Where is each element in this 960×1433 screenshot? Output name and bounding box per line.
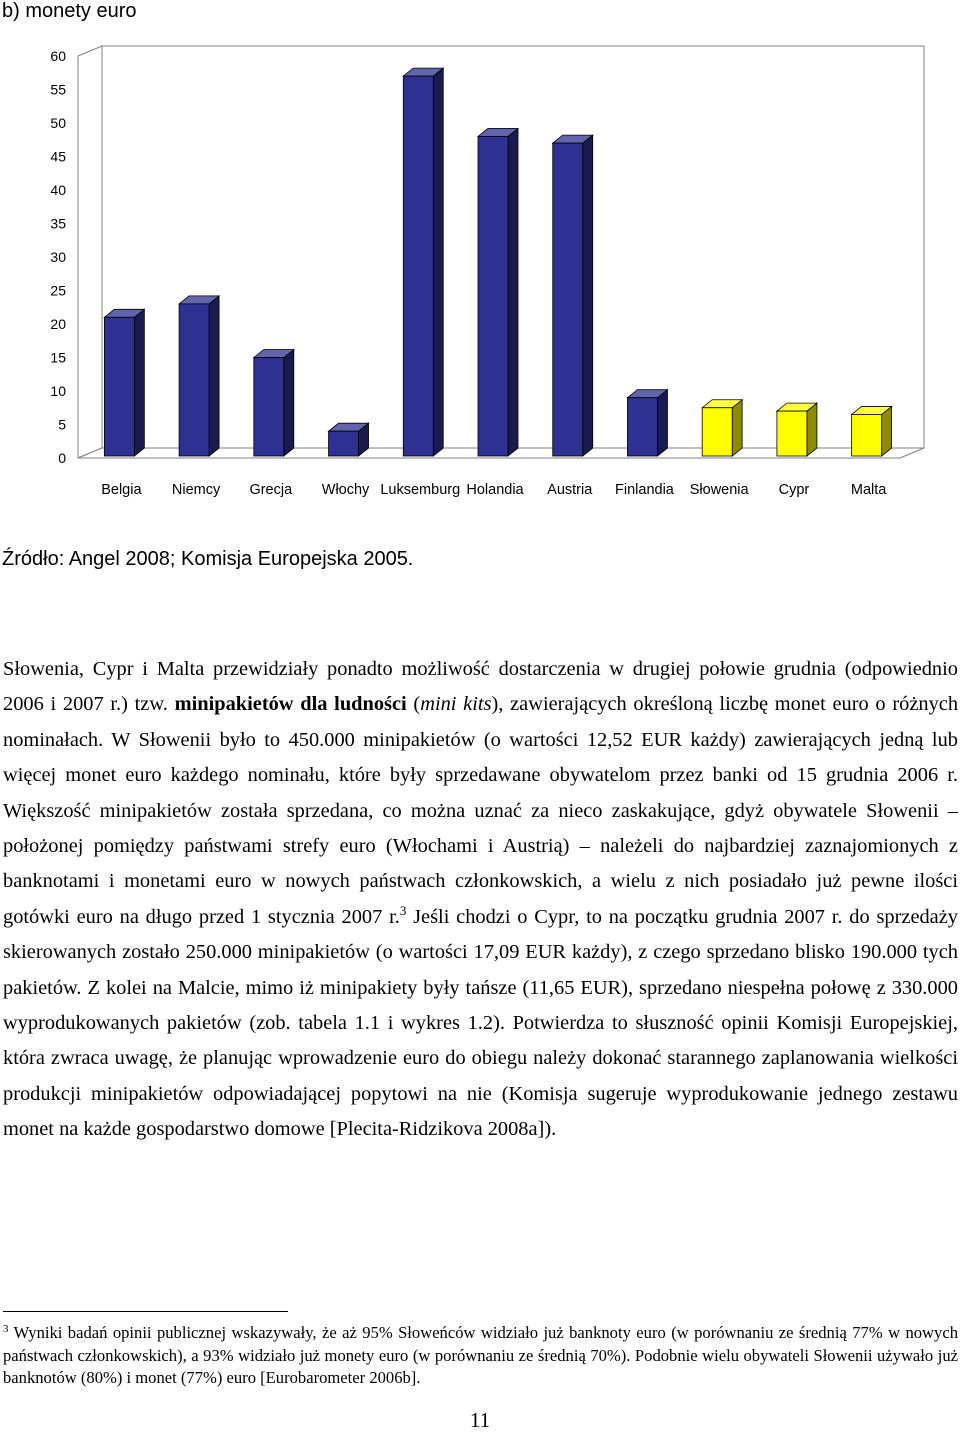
body-text-run: Jeśli chodzi o Cypr, to na początku grudnia 2007 r. do sprzedaży skierowanych zostało 250.000 minipakietów (o wartości 17,09 EUR każdy), z czego sprzedano blisko 190.000 tych pakietów. Z kolei na Malcie, mimo iż minipakiety były tańsze (11,65 EUR), sprzedano niespełna połowę z 330.000 wyprodukowanych pakietów (zob. tabela 1.1 i wykres 1.2). Potwierdza to słuszność opinii Komisji Europejskiej, która zwraca uwagę, że planując wprowadzenie euro do obiegu należy dokonać starannego zaplanowania wielkości produkcji minipakietów odpowiadającej popytowi na nie (Komisja sugeruje wyprodukowanie jednego zestawu monet na każde gospodarstwo domowe [Plecita-Ridzikova 2008a]). — [3, 905, 958, 1141]
bar — [329, 423, 369, 456]
bar-front — [478, 136, 508, 456]
page-number: 11 — [469, 1408, 491, 1432]
bar-front — [553, 143, 583, 456]
y-tick-label: 20 — [50, 316, 66, 332]
y-tick-label: 60 — [50, 48, 66, 64]
y-tick-label: 35 — [50, 215, 66, 232]
x-tick-label: Słowenia — [689, 482, 749, 498]
footnote-reference: 3 — [399, 902, 407, 918]
body-paragraph — [3, 652, 958, 1148]
y-tick-label: 40 — [50, 182, 66, 198]
y-tick-label: 15 — [50, 349, 66, 366]
bar — [777, 403, 817, 456]
bar-front — [254, 358, 284, 457]
body-bold-term: minipakietów dla ludności — [174, 693, 407, 716]
x-tick-label: Finlandia — [615, 482, 674, 498]
bar — [478, 128, 518, 456]
bar-front — [179, 304, 209, 456]
bar-side — [732, 400, 742, 456]
footnote-marker: 3 — [3, 1323, 9, 1335]
bar-chart-svg — [0, 40, 960, 510]
bar — [179, 296, 219, 456]
bar-side — [508, 128, 518, 456]
bar-front — [627, 398, 657, 456]
y-tick-label: 30 — [50, 249, 66, 265]
x-tick-label: Austria — [547, 482, 593, 498]
x-tick-label: Niemcy — [171, 482, 221, 498]
x-axis-labels — [101, 482, 887, 498]
bar — [403, 68, 443, 456]
bar — [104, 309, 144, 456]
x-tick-label: Włochy — [321, 482, 370, 498]
y-tick-label: 50 — [50, 115, 66, 131]
bar-side — [134, 309, 144, 456]
y-tick-label: 25 — [50, 282, 66, 299]
bar — [627, 390, 667, 456]
bar — [254, 350, 294, 457]
bar-front — [702, 408, 732, 456]
bar-front — [329, 431, 359, 456]
y-axis-ticks — [50, 48, 66, 466]
bar-side — [583, 135, 593, 456]
footnote-text: Wyniki badań opinii publicznej wskazywały, że aż 95% Słoweńców widziało już banknoty euro (w porównaniu ze średnią 77% w nowych państwach członkowskich), a 93% widziało już monety euro (w porównaniu ze średnią 70%). Podobnie wielu obywateli Słowenii używało już banknotów (80%) i monet (77%) euro [Eurobarometer 2006b]. — [3, 1323, 958, 1387]
bar-chart — [0, 40, 960, 510]
bar-side — [284, 350, 294, 457]
chart-side-wall — [78, 46, 102, 458]
bar-side — [209, 296, 219, 456]
body-text-run: Słowenia, Cypr i Malta przewidziały ponadto możliwość dostarczenia w drugiej połowie grudnia (odpowiednio 2006 i 2007 r.) tzw. — [3, 658, 958, 716]
bar — [702, 400, 742, 456]
x-tick-label: Luksemburg — [380, 482, 461, 498]
bar — [553, 135, 593, 456]
bar — [852, 406, 892, 456]
y-tick-label: 5 — [58, 416, 66, 433]
bar-side — [807, 403, 817, 456]
bar-side — [433, 68, 443, 456]
footnote-rule — [3, 1311, 288, 1312]
y-tick-label: 10 — [50, 383, 66, 399]
x-tick-label: Holandia — [466, 482, 524, 498]
bar-side — [657, 390, 667, 456]
bar-side — [882, 406, 892, 456]
body-text-run: ), zawierających określoną liczbę monet euro o różnych nominałach. W Słowenii było to 450.000 minipakietów (o wartości 12,52 EUR każdy) zawierających jedną lub więcej monet euro każdego nominału, które były sprzedawane obywatelom przez banki od 15 grudnia 2006 r. Większość minipakietów została sprzedana, co można uznać za nieco zaskakujące, gdyż obywatele Słowenii – położonej pomiędzy państwami strefy euro (Włochami i Austrią) – należeli do najbardziej zaznajomionych z banknotami i monetami euro w nowych państwach członkowskich, a wielu z nich posiadało już pewne ilości gotówki euro na długo przed 1 stycznia 2007 r. — [3, 693, 959, 928]
y-tick-label: 0 — [58, 450, 66, 466]
x-tick-label: Grecja — [249, 482, 293, 498]
x-tick-label: Cypr — [778, 482, 810, 498]
bar-front — [852, 414, 882, 456]
bar-front — [104, 317, 134, 456]
x-tick-label: Malta — [850, 482, 887, 498]
body-italic-term: mini kits — [420, 693, 492, 716]
footnote — [3, 1322, 958, 1390]
y-tick-label: 55 — [50, 81, 66, 98]
section-heading: b) monety euro — [2, 0, 137, 22]
body-text-run: ( — [406, 693, 421, 716]
y-tick-label: 45 — [50, 148, 66, 165]
source-note: Źródło: Angel 2008; Komisja Europejska 2005. — [2, 548, 414, 570]
x-tick-label: Belgia — [101, 482, 142, 498]
bar-front — [777, 411, 807, 456]
bar-front — [403, 76, 433, 456]
